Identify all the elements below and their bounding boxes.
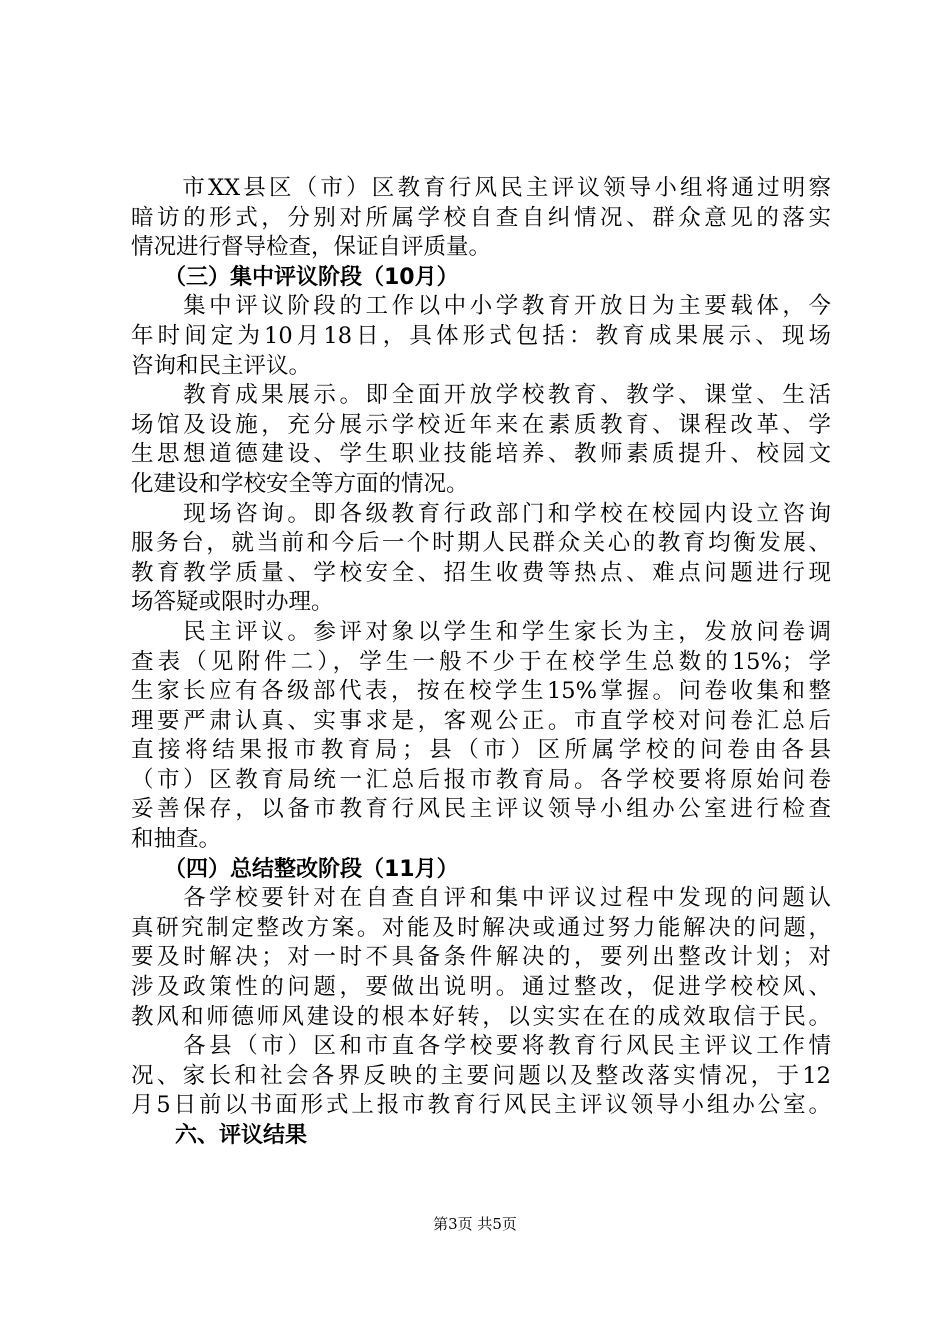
text-line: 直接将结果报市教育局；县（市）区所属学校的问卷由各县	[131, 737, 831, 764]
text-line: 涉及政策性的问题，要做出说明。通过整改，促进学校校风、	[131, 974, 831, 1001]
text-line: 暗访的形式，分别对所属学校自查自纠情况、群众意见的落实	[131, 204, 831, 231]
section-heading: （四）总结整改阶段（11月）	[131, 856, 459, 882]
section-heading: 六、评议结果	[131, 1123, 308, 1148]
text-line: 教育成果展示。即全面开放学校教育、教学、课堂、生活	[131, 382, 831, 409]
text-line: 市XX县区（市）区教育行风民主评议领导小组将通过明察	[131, 175, 831, 201]
text-line: 教育教学质量、学校安全、招生收费等热点、难点问题进行现	[131, 559, 831, 586]
text-line: 教风和师德师风建设的根本好转，以实实在在的成效取信于民。	[131, 1003, 831, 1030]
text-line: 和抽查。	[131, 826, 222, 853]
document-body	[131, 174, 831, 1151]
text-line: 真研究制定整改方案。对能及时解决或通过努力能解决的问题，	[131, 914, 831, 941]
text-line: 场答疑或限时办理。	[131, 589, 334, 616]
text-line: 化建设和学校安全等方面的情况。	[131, 470, 469, 497]
text-line: 月5日前以书面形式上报市教育行风民主评议领导小组办公室。	[131, 1092, 831, 1119]
text-line: 集中评议阶段的工作以中小学教育开放日为主要载体，今	[131, 293, 831, 320]
text-line: （市）区教育局统一汇总后报市教育局。各学校要将原始问卷	[131, 766, 831, 793]
text-line: 民主评议。参评对象以学生和学生家长为主，发放问卷调	[131, 618, 831, 645]
text-line: 情况进行督导检查，保证自评质量。	[131, 234, 492, 261]
text-line: 各县（市）区和市直各学校要将教育行风民主评议工作情	[131, 1033, 831, 1060]
page-footer: 第3页 共5页	[433, 1215, 517, 1233]
text-line: 况、家长和社会各界反映的主要问题以及整改落实情况，于12	[131, 1062, 831, 1089]
text-line: 服务台，就当前和今后一个时期人民群众关心的教育均衡发展、	[131, 530, 831, 557]
text-line: 要及时解决；对一时不具备条件解决的，要列出整改计划；对	[131, 944, 831, 971]
text-line: 查表（见附件二），学生一般不少于在校学生总数的15%；学	[131, 648, 831, 675]
text-line: 生家长应有各级部代表，按在校学生15%掌握。问卷收集和整	[131, 678, 831, 705]
text-line: 生思想道德建设、学生职业技能培养、教师素质提升、校园文	[131, 441, 831, 468]
text-line: 场馆及设施，充分展示学校近年来在素质教育、课程改革、学	[131, 411, 831, 438]
section-heading: （三）集中评议阶段（10月）	[131, 264, 459, 290]
text-line: 理要严肃认真、实事求是，客观公正。市直学校对问卷汇总后	[131, 707, 831, 734]
text-line: 咨询和民主评议。	[131, 352, 312, 379]
text-line: 妥善保存，以备市教育行风民主评议领导小组办公室进行检查	[131, 796, 831, 823]
text-line: 各学校要针对在自查自评和集中评议过程中发现的问题认	[131, 885, 831, 912]
text-line: 年时间定为10月18日，具体形式包括：教育成果展示、现场	[131, 322, 831, 349]
text-line: 现场咨询。即各级教育行政部门和学校在校园内设立咨询	[131, 500, 831, 527]
